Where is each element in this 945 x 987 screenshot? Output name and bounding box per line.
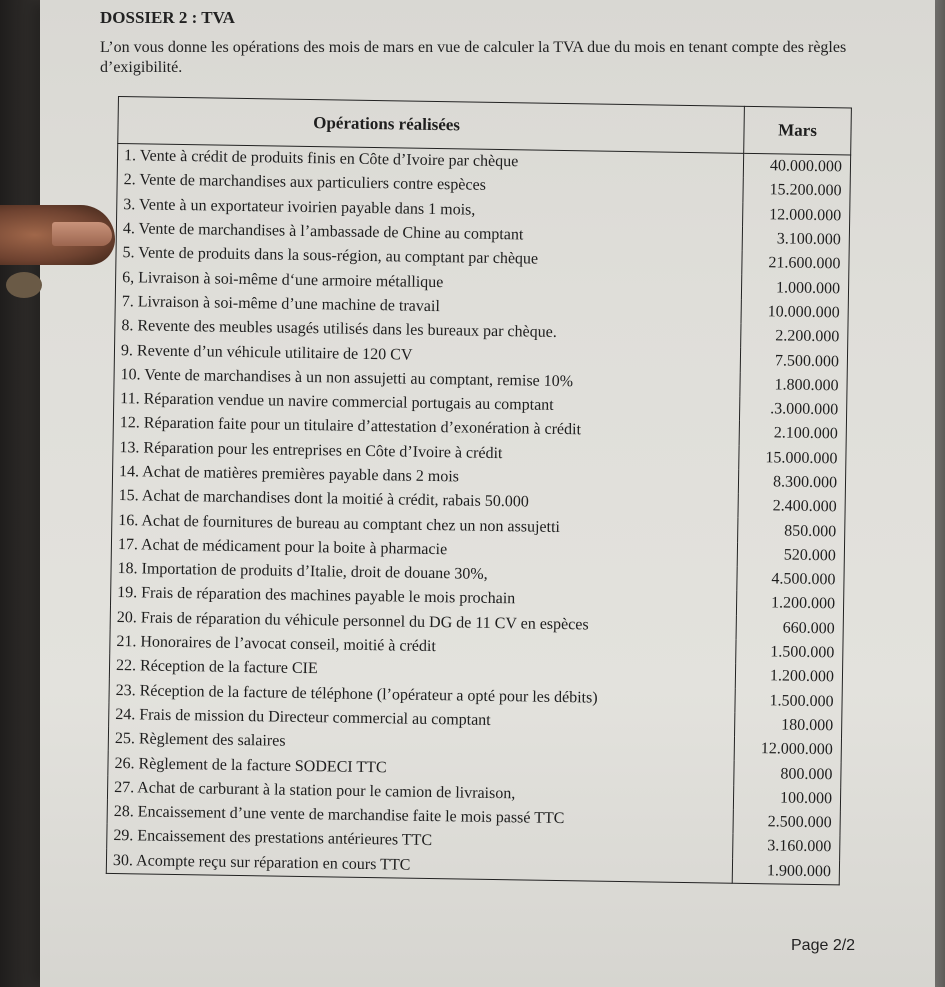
operation-amount: 180.000 bbox=[735, 713, 842, 739]
operation-amount: 3.100.000 bbox=[742, 227, 849, 253]
dossier-title: DOSSIER 2 : TVA bbox=[100, 8, 235, 27]
operation-amount: 15.200.000 bbox=[743, 178, 850, 204]
intro-paragraph: L’on vous donne les opérations des mois de mars en vue de calculer la TVA due du mois en tenant compte des règles d’exigibilité. bbox=[100, 39, 847, 76]
operation-amount: 2.500.000 bbox=[733, 810, 840, 836]
operation-amount: 800.000 bbox=[734, 761, 841, 787]
header-month: Mars bbox=[744, 106, 852, 155]
operation-amount: 1.500.000 bbox=[736, 640, 843, 666]
operation-amount: 10.000.000 bbox=[741, 300, 848, 326]
operation-label: 8. Revente des meubles usagés utilisés dans les bureaux par chèque. bbox=[115, 314, 741, 348]
operation-label: 12. Réparation faite pour un titulaire d’attestation d’exonération à crédit bbox=[113, 411, 739, 445]
operation-label: 29. Encaissement des prestations antérieures TTC bbox=[107, 824, 733, 858]
operation-label: 26. Règlement de la facture SODECI TTC bbox=[108, 751, 734, 785]
operation-label: 25. Règlement des salaires bbox=[108, 727, 734, 761]
operation-label: 5. Vente de produits dans la sous-région, au comptant par chèque bbox=[116, 241, 742, 275]
operation-label: 28. Encaissement d’une vente de marchandise faite le mois passé TTC bbox=[107, 800, 733, 834]
operation-amount: 3.160.000 bbox=[733, 834, 840, 860]
operation-label: 15. Achat de marchandises dont la moitié à crédit, rabais 50.000 bbox=[112, 484, 738, 518]
operation-amount: 1.200.000 bbox=[736, 591, 843, 617]
operation-amount: 2.100.000 bbox=[739, 421, 846, 447]
operation-label: 9. Revente d’un véhicule utilitaire de 120 CV bbox=[114, 338, 740, 372]
operation-amount: 850.000 bbox=[738, 518, 845, 544]
operation-label: 3. Vente à un exportateur ivoirien payable dans 1 mois, bbox=[117, 193, 743, 227]
operation-label: 6, Livraison à soi-même d‘une armoire métallique bbox=[115, 265, 741, 299]
operation-amount: 15.000.000 bbox=[739, 445, 846, 471]
operation-amount: 100.000 bbox=[733, 785, 840, 811]
operation-label: 2. Vente de marchandises aux particuliers contre espèces bbox=[117, 168, 743, 202]
operation-label: 13. Réparation pour les entreprises en Côte d’Ivoire à crédit bbox=[113, 436, 739, 470]
operation-amount: 4.500.000 bbox=[737, 567, 844, 593]
operation-amount: 7.500.000 bbox=[740, 348, 847, 374]
operation-amount: 12.000.000 bbox=[734, 737, 841, 763]
operation-label: 10. Vente de marchandises à un non assujetti au comptant, remise 10% bbox=[114, 363, 740, 397]
operation-label: 1. Vente à crédit de produits finis en Côte d’Ivoire par chèque bbox=[117, 144, 743, 179]
ring bbox=[6, 272, 42, 298]
operation-label: 30. Acompte reçu sur réparation en cours TTC bbox=[106, 849, 732, 884]
operation-label: 27. Achat de carburant à la station pour le camion de livraison, bbox=[107, 776, 733, 810]
operation-label: 24. Frais de mission du Directeur commercial au comptant bbox=[109, 703, 735, 737]
operation-label: 17. Achat de médicament pour la boite à pharmacie bbox=[111, 533, 737, 567]
operation-amount: 8.300.000 bbox=[738, 470, 845, 496]
fingernail bbox=[52, 222, 112, 246]
operation-amount: 2.200.000 bbox=[741, 324, 848, 350]
operation-label: 22. Réception de la facture CIE bbox=[109, 654, 735, 688]
operation-label: 19. Frais de réparation des machines payable le mois prochain bbox=[110, 581, 736, 615]
operation-amount: .3.000.000 bbox=[739, 397, 846, 423]
operation-amount: 2.400.000 bbox=[738, 494, 845, 520]
operations-body bbox=[106, 144, 850, 885]
operation-label: 7. Livraison à soi-même d’une machine de travail bbox=[115, 290, 741, 324]
operation-label: 18. Importation de produits d’Italie, droit de douane 30%, bbox=[111, 557, 737, 591]
operation-label: 21. Honoraires de l’avocat conseil, moitié à crédit bbox=[110, 630, 736, 664]
operation-label: 23. Réception de la facture de téléphone (l’opérateur a opté pour les débits) bbox=[109, 678, 735, 712]
operations-table bbox=[106, 96, 852, 885]
header-operations: Opérations réalisées bbox=[118, 97, 745, 154]
operation-amount: 1.200.000 bbox=[735, 664, 842, 690]
operation-amount: 520.000 bbox=[737, 543, 844, 569]
operation-label: 16. Achat de fournitures de bureau au comptant chez un non assujetti bbox=[112, 508, 738, 542]
page-number: Page 2/2 bbox=[791, 937, 856, 954]
operation-amount: 12.000.000 bbox=[743, 202, 850, 228]
operation-amount: 21.600.000 bbox=[742, 251, 849, 277]
operation-amount: 40.000.000 bbox=[743, 153, 850, 179]
operation-amount: 660.000 bbox=[736, 615, 843, 641]
operation-amount: 1.800.000 bbox=[740, 372, 847, 398]
operation-label: 20. Frais de réparation du véhicule personnel du DG de 11 CV en espèces bbox=[110, 606, 736, 640]
operation-label: 4. Vente de marchandises à l’ambassade de Chine au comptant bbox=[116, 217, 742, 251]
operation-label: 14. Achat de matières premières payable dans 2 mois bbox=[112, 460, 738, 494]
operation-amount: 1.900.000 bbox=[732, 858, 839, 884]
operation-amount: 1.000.000 bbox=[741, 275, 848, 301]
operation-amount: 1.500.000 bbox=[735, 688, 842, 714]
operation-label: 11. Réparation vendue un navire commercial portugais au comptant bbox=[114, 387, 740, 421]
